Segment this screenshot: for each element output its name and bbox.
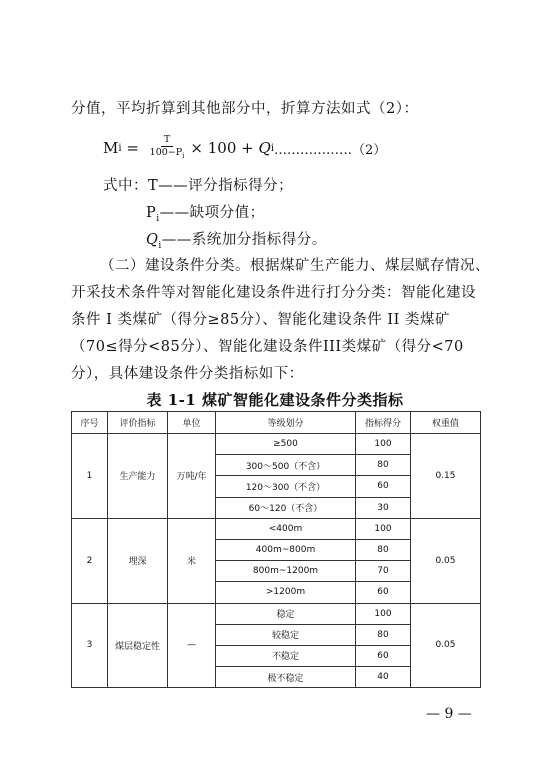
cell-grade: 400m~800m	[216, 539, 356, 560]
cell-indicator: 埋深	[108, 518, 168, 603]
formula-q-sub: i	[270, 142, 275, 154]
definition-p-text: ——缺项分值；	[159, 205, 265, 221]
table-caption: 表 1-1 煤矿智能化建设条件分类指标	[146, 391, 404, 409]
definition-q-sub: i	[158, 240, 162, 251]
cell-score: 100	[356, 603, 411, 624]
definition-p	[146, 201, 265, 224]
formula-lhs: M	[103, 139, 119, 157]
formula-lhs-sub: i	[118, 142, 122, 154]
cell-score: 100	[356, 434, 411, 455]
formula-denominator-text: 100−P	[149, 147, 183, 159]
cell-grade: >1200m	[216, 582, 356, 603]
header-weight: 权重值	[411, 412, 481, 434]
cell-score: 80	[356, 624, 411, 645]
cell-grade: 300～500（不含）	[216, 455, 356, 476]
cell-no: 3	[72, 603, 108, 688]
page-number: — 9 —	[426, 706, 472, 722]
cell-score: 60	[356, 645, 411, 666]
definition-t	[103, 174, 293, 195]
cell-score: 60	[356, 582, 411, 603]
header-grade: 等级划分	[216, 412, 356, 434]
cell-score: 60	[356, 476, 411, 497]
classification-paragraph: （二）建设条件分类。根据煤矿生产能力、煤层赋存情况、开采技术条件等对智能化建设条件进行打分分类：智能化建设条件 I 类煤矿（得分≥85分）、智能化建设条件 II 类煤矿（70≤得分<85分）、智能化建设条件III类煤矿（得分<70分），具体建设条件分类指标如下：	[71, 258, 490, 382]
cell-score: 80	[356, 539, 411, 560]
cell-unit: 米	[168, 518, 216, 603]
cell-unit: 万吨/年	[168, 434, 216, 519]
cell-grade: 120～300（不含）	[216, 476, 356, 497]
cell-no: 1	[72, 434, 108, 519]
formula-denominator	[147, 147, 188, 162]
cell-score: 40	[356, 667, 411, 688]
definition-q	[146, 228, 327, 251]
cell-grade: ≥500	[216, 434, 356, 455]
header-no: 序号	[72, 412, 108, 434]
formula-fraction	[147, 134, 188, 162]
formula	[103, 128, 386, 168]
table-row	[72, 434, 481, 455]
cell-weight: 0.15	[411, 434, 481, 519]
table-row	[72, 518, 481, 539]
definition-prefix: 式中：	[103, 178, 148, 194]
cell-grade: 800m~1200m	[216, 561, 356, 582]
cell-unit: —	[168, 603, 216, 688]
header-indicator: 评价指标	[108, 412, 168, 434]
classification-table	[71, 411, 481, 688]
cell-score: 100	[356, 518, 411, 539]
cell-weight: 0.05	[411, 518, 481, 603]
cell-indicator: 生产能力	[108, 434, 168, 519]
cell-grade: 极不稳定	[216, 667, 356, 688]
definition-p-sub: i	[156, 213, 160, 224]
cell-grade: 稳定	[216, 603, 356, 624]
definition-t-text: T——评分指标得分；	[148, 178, 294, 194]
formula-dots: ………………（2）	[274, 142, 387, 158]
definition-q-symbol: Q	[146, 232, 159, 248]
cell-grade: 不稳定	[216, 645, 356, 666]
cell-score: 70	[356, 561, 411, 582]
formula-q: Q	[258, 139, 271, 157]
cell-grade: 60～120（不含）	[216, 497, 356, 518]
formula-times: × 100 +	[190, 139, 259, 157]
cell-no: 2	[72, 518, 108, 603]
header-unit: 单位	[168, 412, 216, 434]
formula-denominator-sub: i	[182, 151, 185, 160]
cell-grade: <400m	[216, 518, 356, 539]
cell-grade: 较稳定	[216, 624, 356, 645]
table-header-row	[72, 412, 481, 434]
table-row	[72, 603, 481, 624]
definition-p-symbol: P	[146, 205, 157, 221]
cell-score: 80	[356, 455, 411, 476]
formula-numerator: T	[161, 134, 173, 147]
header-score: 指标得分	[356, 412, 411, 434]
cell-weight: 0.05	[411, 603, 481, 688]
definition-q-text: ——系统加分指标得分。	[161, 232, 327, 248]
cell-score: 30	[356, 497, 411, 518]
cell-indicator: 煤层稳定性	[108, 603, 168, 688]
intro-line: 分值，平均折算到其他部分中，折算方法如式（2）：	[71, 101, 419, 117]
formula-equals: =	[121, 139, 144, 157]
